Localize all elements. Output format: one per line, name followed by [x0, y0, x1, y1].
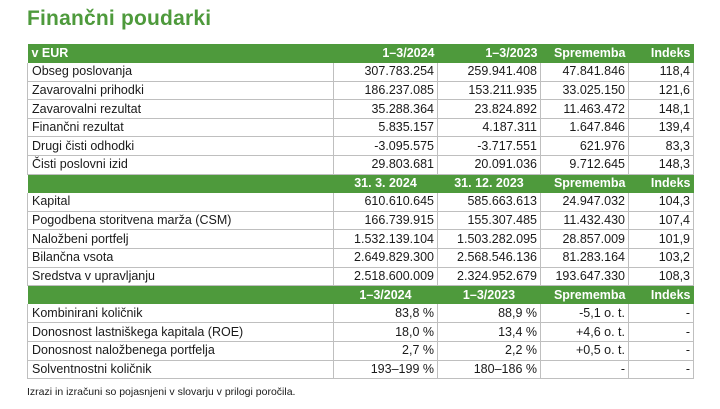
cell-index: - [629, 360, 694, 379]
cell-index: 104,3 [629, 193, 694, 212]
cell-col-a: 307.783.254 [334, 63, 438, 82]
table-row [28, 100, 694, 119]
cell-col-b: 155.307.485 [438, 211, 541, 230]
cell-label: Bilančna vsota [28, 249, 334, 268]
cell-change: 9.712.645 [541, 156, 629, 175]
cell-label: Finančni rezultat [28, 118, 334, 137]
cell-col-b: 585.663.613 [438, 193, 541, 212]
cell-index: 108,3 [629, 267, 694, 286]
cell-col-b: 2,2 % [438, 342, 541, 361]
cell-change: +0,5 o. t. [541, 342, 629, 361]
cell-col-a: 2.649.829.300 [334, 249, 438, 268]
header-cell-col-a: 1–3/2024 [334, 286, 438, 305]
cell-col-b: 2.324.952.679 [438, 267, 541, 286]
cell-col-a: 2.518.600.009 [334, 267, 438, 286]
cell-change: 11.432.430 [541, 211, 629, 230]
cell-change: 33.025.150 [541, 81, 629, 100]
header-cell-label [28, 174, 334, 193]
header-cell-col-b: 1–3/2023 [438, 44, 541, 63]
table-row [28, 304, 694, 323]
footnote: Izrazi in izračuni so pojasnjeni v slovarju v prilogi poročila. [27, 386, 296, 398]
header-cell-label [28, 286, 334, 305]
cell-label: Pogodbena storitvena marža (CSM) [28, 211, 334, 230]
cell-label: Kombinirani količnik [28, 304, 334, 323]
header-cell-change: Sprememba [541, 44, 629, 63]
table-row [28, 63, 694, 82]
cell-label: Drugi čisti odhodki [28, 137, 334, 156]
table-row [28, 342, 694, 361]
cell-col-a: 18,0 % [334, 323, 438, 342]
cell-change: 193.647.330 [541, 267, 629, 286]
cell-col-b: 88,9 % [438, 304, 541, 323]
cell-index: - [629, 342, 694, 361]
cell-label: Sredstva v upravljanju [28, 267, 334, 286]
cell-col-b: 153.211.935 [438, 81, 541, 100]
table-row [28, 156, 694, 175]
cell-col-a: 35.288.364 [334, 100, 438, 119]
header-cell-col-a: 31. 3. 2024 [334, 174, 438, 193]
cell-index: 118,4 [629, 63, 694, 82]
cell-index: - [629, 304, 694, 323]
cell-col-a: -3.095.575 [334, 137, 438, 156]
header-cell-col-b: 1–3/2023 [438, 286, 541, 305]
header-cell-col-a: 1–3/2024 [334, 44, 438, 63]
cell-col-a: 166.739.915 [334, 211, 438, 230]
cell-col-a: 186.237.085 [334, 81, 438, 100]
header-cell-index: Indeks [629, 174, 694, 193]
cell-col-b: 4.187.311 [438, 118, 541, 137]
section-header-row [28, 174, 694, 193]
cell-label: Obseg poslovanja [28, 63, 334, 82]
cell-label: Donosnost lastniškega kapitala (ROE) [28, 323, 334, 342]
table-row [28, 118, 694, 137]
cell-label: Kapital [28, 193, 334, 212]
table-row [28, 323, 694, 342]
cell-index: 83,3 [629, 137, 694, 156]
cell-label: Čisti poslovni izid [28, 156, 334, 175]
table-row [28, 193, 694, 212]
header-cell-index: Indeks [629, 44, 694, 63]
table-row [28, 137, 694, 156]
cell-col-a: 193–199 % [334, 360, 438, 379]
cell-change: 1.647.846 [541, 118, 629, 137]
cell-change: - [541, 360, 629, 379]
cell-change: +4,6 o. t. [541, 323, 629, 342]
cell-change: -5,1 o. t. [541, 304, 629, 323]
cell-index: - [629, 323, 694, 342]
table-row [28, 81, 694, 100]
cell-change: 47.841.846 [541, 63, 629, 82]
header-cell-index: Indeks [629, 286, 694, 305]
header-cell-change: Sprememba [541, 174, 629, 193]
cell-index: 107,4 [629, 211, 694, 230]
cell-change: 24.947.032 [541, 193, 629, 212]
cell-col-a: 83,8 % [334, 304, 438, 323]
section-header-row [28, 44, 694, 63]
table-row [28, 230, 694, 249]
cell-col-b: 2.568.546.136 [438, 249, 541, 268]
financial-highlights-table [27, 44, 694, 379]
cell-col-a: 610.610.645 [334, 193, 438, 212]
section-header-row [28, 286, 694, 305]
cell-change: 81.283.164 [541, 249, 629, 268]
cell-col-a: 1.532.139.104 [334, 230, 438, 249]
cell-label: Naložbeni portfelj [28, 230, 334, 249]
cell-col-b: 180–186 % [438, 360, 541, 379]
cell-col-b: 13,4 % [438, 323, 541, 342]
cell-label: Zavarovalni rezultat [28, 100, 334, 119]
cell-index: 103,2 [629, 249, 694, 268]
cell-index: 101,9 [629, 230, 694, 249]
cell-col-b: 1.503.282.095 [438, 230, 541, 249]
cell-index: 121,6 [629, 81, 694, 100]
cell-change: 28.857.009 [541, 230, 629, 249]
header-cell-label: v EUR [28, 44, 334, 63]
cell-col-a: 5.835.157 [334, 118, 438, 137]
cell-col-b: -3.717.551 [438, 137, 541, 156]
cell-col-b: 259.941.408 [438, 63, 541, 82]
cell-col-a: 2,7 % [334, 342, 438, 361]
cell-label: Solventnostni količnik [28, 360, 334, 379]
cell-col-a: 29.803.681 [334, 156, 438, 175]
cell-index: 139,4 [629, 118, 694, 137]
cell-index: 148,1 [629, 100, 694, 119]
cell-col-b: 23.824.892 [438, 100, 541, 119]
header-cell-col-b: 31. 12. 2023 [438, 174, 541, 193]
table-row [28, 211, 694, 230]
cell-label: Donosnost naložbenega portfelja [28, 342, 334, 361]
cell-label: Zavarovalni prihodki [28, 81, 334, 100]
table-row [28, 249, 694, 268]
page-title: Finančni poudarki [27, 7, 212, 30]
table-row [28, 267, 694, 286]
cell-change: 621.976 [541, 137, 629, 156]
cell-col-b: 20.091.036 [438, 156, 541, 175]
cell-index: 148,3 [629, 156, 694, 175]
cell-change: 11.463.472 [541, 100, 629, 119]
header-cell-change: Sprememba [541, 286, 629, 305]
table-row [28, 360, 694, 379]
